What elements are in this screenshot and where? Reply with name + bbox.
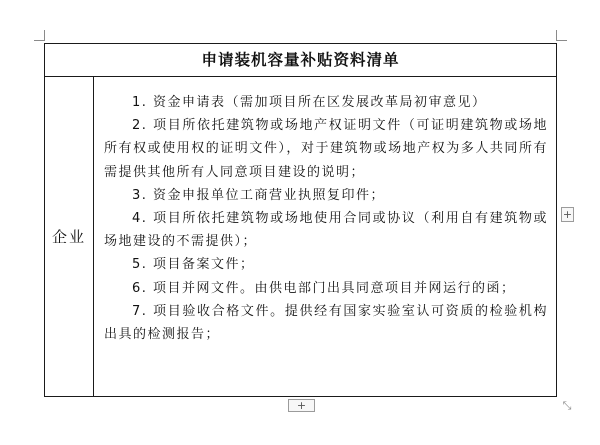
add-row-button[interactable] — [288, 399, 315, 412]
list-item: 5. 项目备案文件； — [132, 257, 255, 273]
list-item: 1. 资金申请表（需加项目所在区发展改革局初审意见） — [132, 95, 487, 110]
list-item: 4. 项目所依托建筑物或场地使用合同或协议（利用自有建筑物或场地建设的不需提供）； — [104, 211, 548, 250]
plus-icon: + — [296, 399, 307, 412]
crop-mark-top-left — [34, 30, 45, 41]
list-item: 2. 项目所依托建筑物或场地产权证明文件（可证明建筑物或场地所有权或使用权的证明文件），对于建筑物或场地产权为多人共同所有需提供其他所有人同意项目建设的说明； — [104, 118, 548, 180]
add-column-button[interactable] — [561, 207, 574, 222]
list-item: 6. 项目并网文件。由供电部门出具同意项目并网运行的函； — [132, 280, 516, 296]
list-item: 3. 资金申报单位工商营业执照复印件； — [132, 187, 386, 203]
list-item: 7. 项目验收合格文件。提供经有国家实验室认可资质的检验机构出具的检测报告； — [104, 303, 548, 343]
plus-icon: + — [562, 208, 573, 221]
row-label: 企业 — [51, 228, 86, 246]
resize-handle-icon[interactable] — [560, 399, 574, 413]
row-label-cell[interactable] — [45, 77, 94, 396]
resize-arrow: ⤡ — [562, 399, 572, 412]
crop-mark-top-right — [556, 30, 567, 41]
requirements-cell[interactable] — [94, 77, 556, 396]
table-title[interactable]: 申请装机容量补贴资料清单 — [45, 44, 556, 77]
subsidy-checklist-table[interactable] — [44, 43, 557, 397]
